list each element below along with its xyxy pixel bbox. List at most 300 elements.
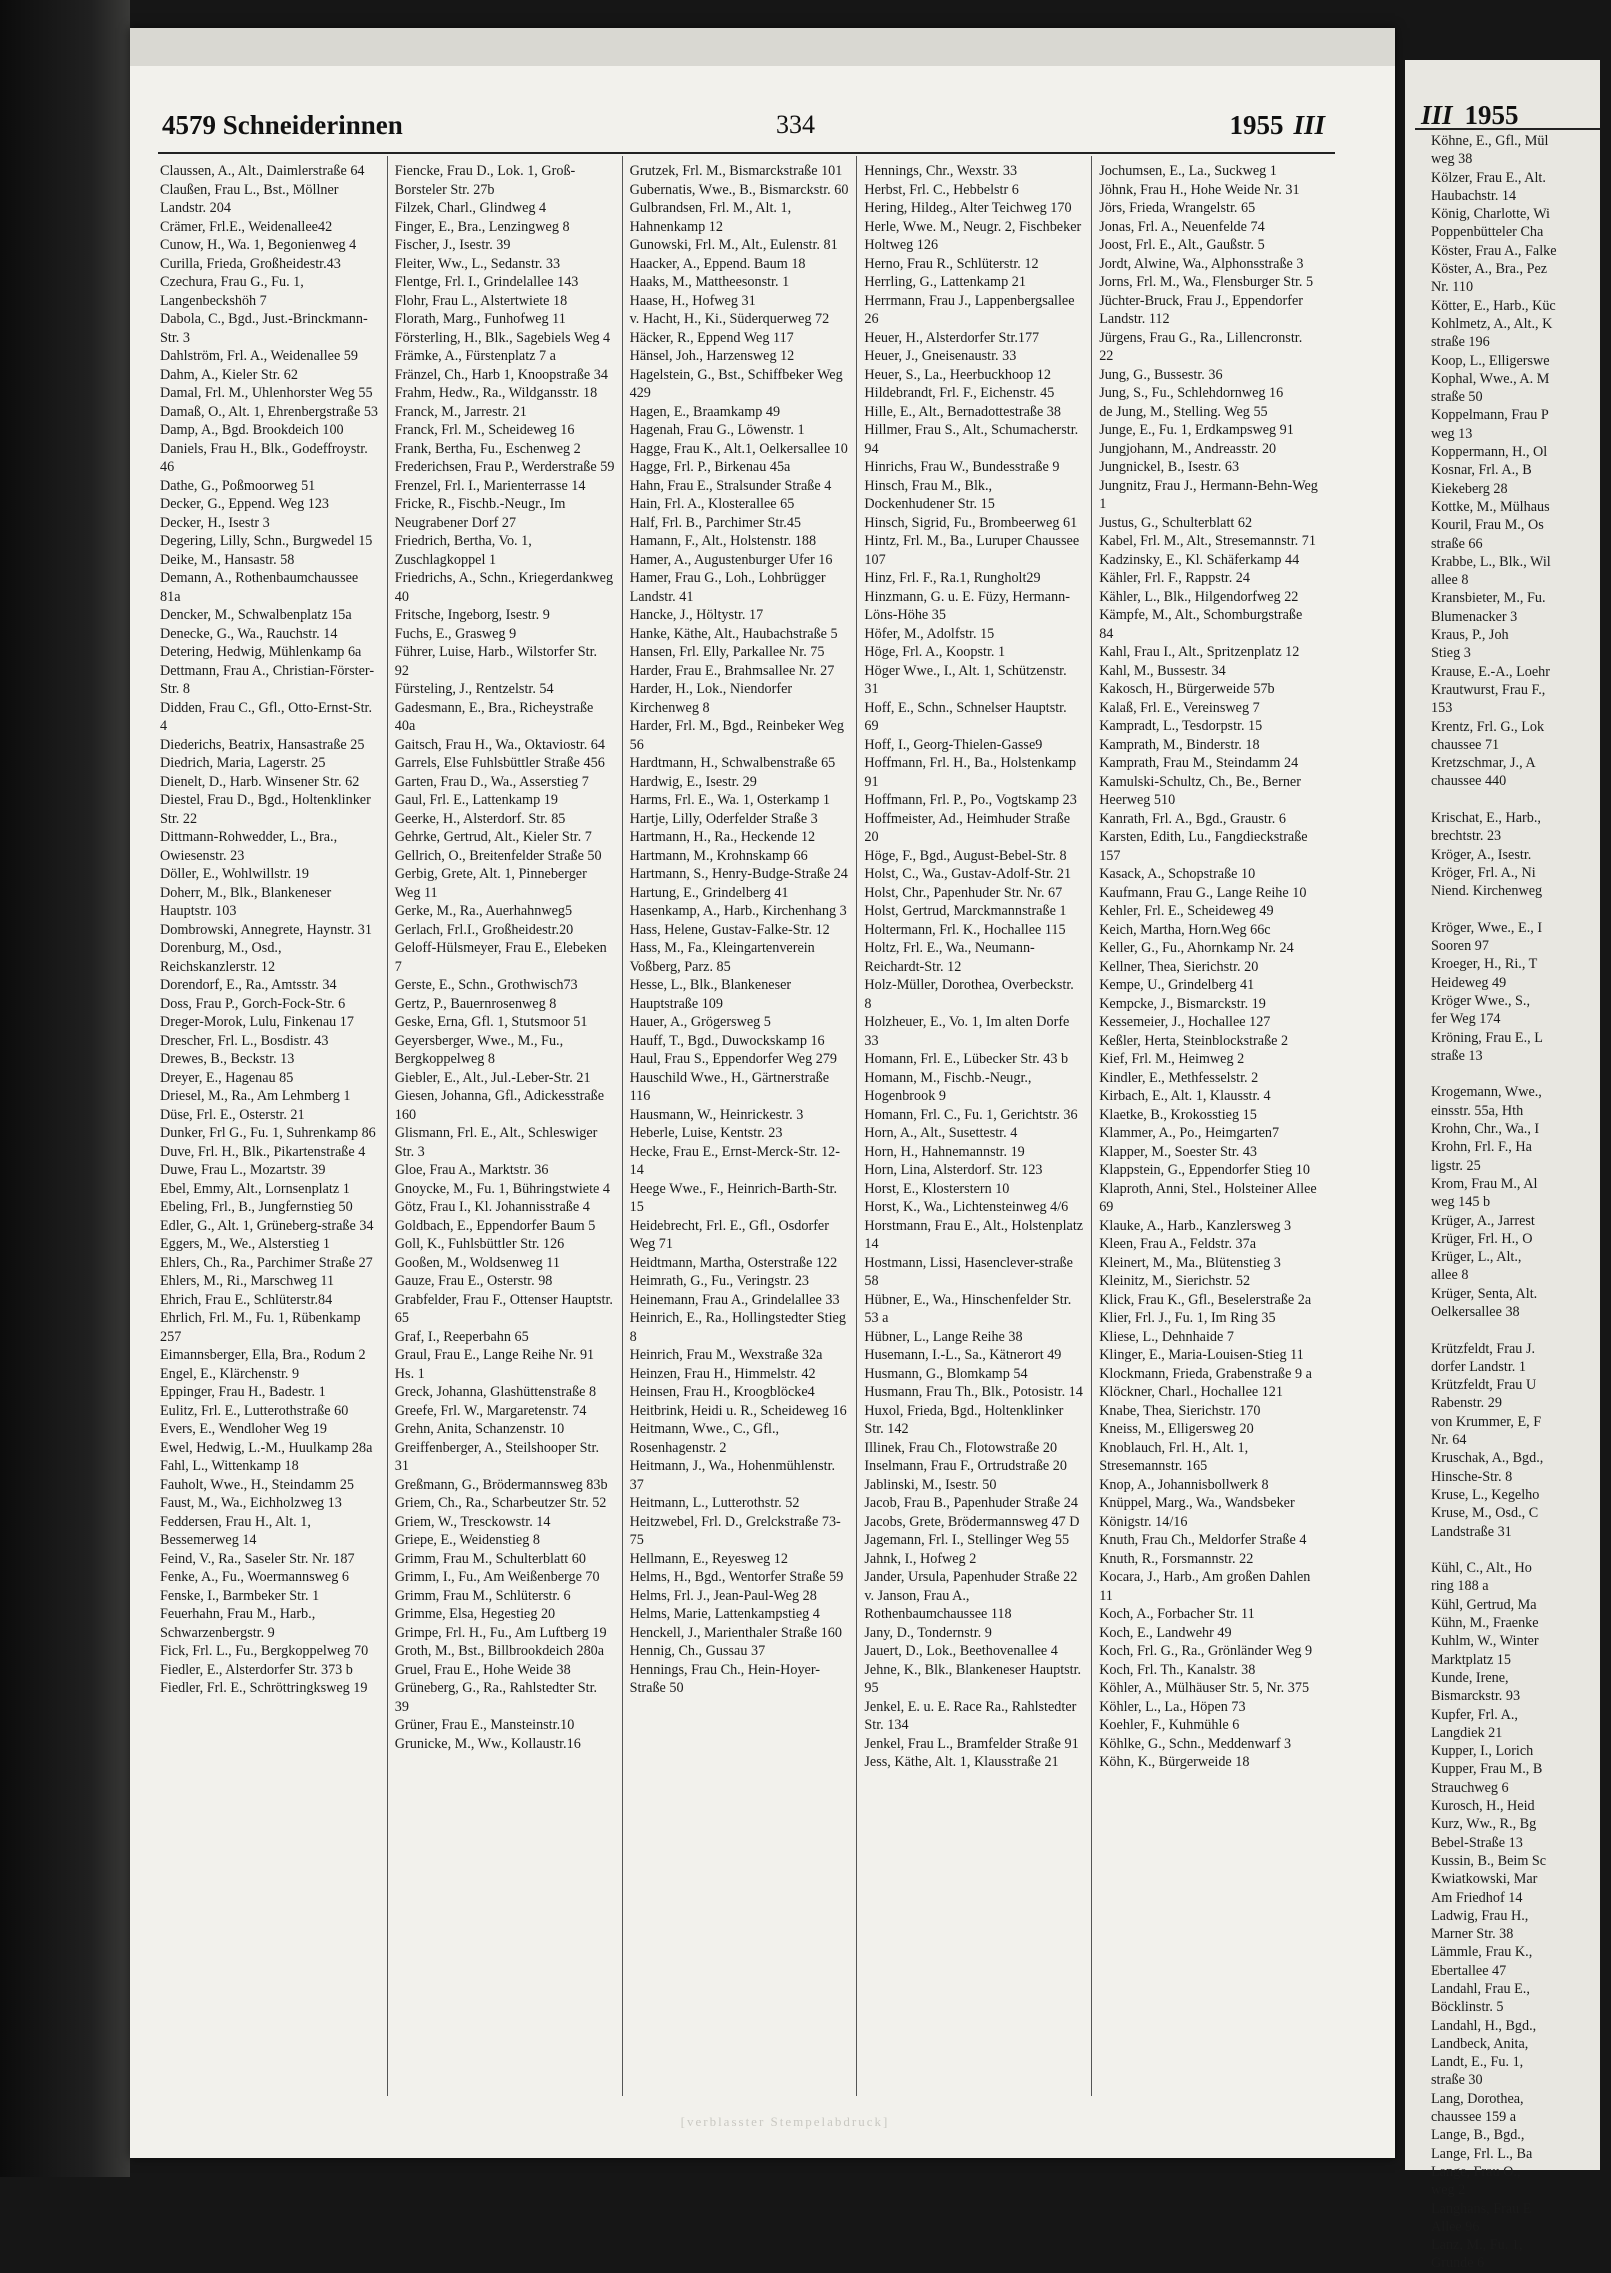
- next-page-line: weg 13: [1431, 425, 1473, 442]
- directory-entry: Heidtmann, Martha, Osterstraße 122: [629, 1254, 838, 1271]
- next-page-line: Am Friedhof 14: [1431, 1889, 1523, 1906]
- directory-entry: Dreyer, E., Hagenau 85: [160, 1069, 294, 1086]
- next-page-line: Koop, L., Elligerswe: [1431, 352, 1550, 369]
- directory-entry: Klapper, M., Soester Str. 43: [1099, 1143, 1258, 1160]
- directory-entry: Edler, G., Alt. 1, Grüneberg-straße 34: [160, 1217, 374, 1234]
- directory-entry: Klinger, E., Maria-Louisen-Stieg 11: [1099, 1347, 1304, 1363]
- directory-entry: Helms, Frl. J., Jean-Paul-Weg 28: [629, 1587, 817, 1604]
- directory-entry: Hartje, Lilly, Oderfelder Straße 3: [629, 810, 818, 827]
- next-page-line: Allee 96: [1431, 2218, 1480, 2235]
- directory-entry: Dienelt, D., Harb. Winsener Str. 62: [160, 773, 360, 790]
- directory-entry: Hintz, Frl. M., Ba., Luruper Chaussee 107: [864, 533, 1080, 568]
- next-page-line: Kosnar, Frl. A., B: [1431, 462, 1532, 479]
- next-page-line: Heideweg 49: [1431, 974, 1507, 991]
- next-page-line: Lang, Dorothea,: [1431, 2090, 1524, 2107]
- next-page-line: Kiekeberg 28: [1431, 480, 1508, 497]
- directory-entry: Jöhnk, Frau H., Hohe Weide Nr. 31: [1099, 181, 1300, 198]
- next-page-line: Landahl, H., Bgd.,: [1431, 2017, 1537, 2034]
- directory-entry: Grüneberg, G., Ra., Rahlstedter Str. 39: [394, 1680, 598, 1715]
- next-page-line: Lanz, M., Fu. 1,: [1431, 2237, 1523, 2254]
- next-page-line: Grunde 6: [1431, 2255, 1485, 2272]
- directory-entry: Fränzel, Ch., Harb 1, Knoopstraße 34: [394, 366, 608, 383]
- directory-entry: Heitzwebel, Frl. D., Grelckstraße 73-75: [629, 1513, 841, 1548]
- directory-entry: Horn, H., Hahnemannstr. 19: [864, 1143, 1025, 1160]
- directory-entry: Flentge, Frl. I., Grindelallee 143: [394, 274, 579, 290]
- next-page-line: Langdiek 21: [1431, 1724, 1503, 1741]
- directory-entry: Helms, Marie, Lattenkampstieg 4: [629, 1606, 820, 1622]
- directory-entry: Harder, Frl. M., Bgd., Reinbeker Weg 56: [629, 718, 844, 753]
- directory-entry: Keich, Martha, Horn.Weg 66c: [1099, 921, 1271, 938]
- directory-entry: Heuer, J., Gneisenaustr. 33: [864, 348, 1017, 364]
- next-page-edge: [1405, 60, 1600, 2272]
- directory-entry: Doss, Frau P., Gorch-Fock-Str. 6: [160, 995, 346, 1012]
- directory-entry: Husmann, Frau Th., Blk., Potosistr. 14: [864, 1384, 1083, 1400]
- directory-entry: Heitmann, J., Wa., Hohenmühlenstr. 37: [629, 1458, 836, 1493]
- directory-entry: Fiedler, Frl. E., Schröttringksweg 19: [160, 1680, 368, 1696]
- directory-entry: Drescher, Frl. L., Bosdistr. 43: [160, 1032, 329, 1049]
- next-page-line: Stieg 3: [1431, 645, 1471, 662]
- directory-entry: Klier, Frl. J., Fu. 1, Im Ring 35: [1099, 1310, 1276, 1326]
- directory-entry: Goll, K., Fuhlsbüttler Str. 126: [394, 1236, 565, 1252]
- directory-entry: Hille, E., Alt., Bernadottestraße 38: [864, 403, 1061, 420]
- directory-entry: Hausmann, W., Heinrickestr. 3: [629, 1106, 804, 1123]
- next-page-line: Kötter, E., Harb., Küc: [1431, 297, 1556, 314]
- next-page-line: [1431, 1065, 1611, 1083]
- next-page-line: fer Weg 174: [1431, 1011, 1501, 1028]
- next-page-line: Kouril, Frau M., Os: [1431, 517, 1544, 534]
- directory-entry: Heitbrink, Heidi u. R., Scheideweg 16: [629, 1402, 847, 1419]
- directory-entry: Hecke, Frau E., Ernst-Merck-Str. 12-14: [629, 1143, 840, 1178]
- directory-entry: Detering, Hedwig, Mühlenkamp 6a: [160, 644, 362, 660]
- directory-entry: Heitmann, Wwe., C., Gfl., Rosenhagenstr. 2: [629, 1421, 780, 1456]
- next-page-line: weg 145 b: [1431, 1194, 1491, 1211]
- directory-entry: Deike, M., Hansastr. 58: [160, 551, 295, 568]
- next-page-line: straße 196: [1431, 334, 1490, 351]
- directory-entry: Heberle, Luise, Kentstr. 23: [629, 1125, 783, 1141]
- directory-entry: Dunker, Frl G., Fu. 1, Suhrenkamp 86: [160, 1125, 376, 1141]
- next-page-line: Marktplatz 15: [1431, 1651, 1511, 1668]
- directory-entry: Hardtmann, H., Schwalbenstraße 65: [629, 755, 836, 771]
- directory-entry: Feind, V., Ra., Saseler Str. Nr. 187: [160, 1550, 355, 1567]
- next-page-header: [1421, 100, 1519, 131]
- directory-entry: Eggers, M., We., Alsterstieg 1: [160, 1236, 331, 1252]
- directory-entry: Kneiss, M., Elligersweg 20: [1099, 1421, 1254, 1437]
- directory-entry: Ehrlich, Frl. M., Fu. 1, Rübenkamp 257: [160, 1310, 361, 1345]
- directory-entry: Feuerhahn, Frau M., Harb., Schwarzenbergstr. 9: [160, 1606, 316, 1641]
- next-page-line: Kottke, M., Mülhaus: [1431, 498, 1550, 515]
- next-page-line: Kupper, Frau M., B: [1431, 1761, 1543, 1778]
- directory-entry: Jürgens, Frau G., Ra., Lillencronstr. 22: [1099, 329, 1303, 364]
- next-page-line: Bismarckstr. 93: [1431, 1688, 1521, 1705]
- directory-entry: Eppinger, Frau H., Badestr. 1: [160, 1384, 326, 1400]
- directory-entry: Grabfelder, Frau F., Ottenser Hauptstr. 65: [394, 1291, 613, 1326]
- directory-entry: Geerke, H., Alsterdorf. Str. 85: [394, 810, 566, 827]
- next-page-line: Niend. Kirchenweg: [1431, 883, 1543, 900]
- directory-entry: Griem, W., Tresckowstr. 14: [394, 1513, 551, 1530]
- next-page-line: Haubachstr. 14: [1431, 187, 1517, 204]
- directory-entry: Hübner, L., Lange Reihe 38: [864, 1328, 1023, 1345]
- directory-entry: Herno, Frau R., Schlüterstr. 12: [864, 255, 1039, 272]
- directory-entry: Köhn, K., Bürgerweide 18: [1099, 1754, 1250, 1770]
- next-page-line: Marner Str. 38: [1431, 1926, 1514, 1943]
- directory-entry: Husmann, G., Blomkamp 54: [864, 1365, 1028, 1382]
- directory-entry: Damaß, O., Alt. 1, Ehrenbergstraße 53: [160, 403, 379, 420]
- directory-entry: Curilla, Frieda, Großheidestr.43: [160, 255, 341, 272]
- directory-entry: Kleinert, M., Ma., Blütenstieg 3: [1099, 1254, 1281, 1271]
- directory-entry: Jordt, Alwine, Wa., Alphonsstraße 3: [1099, 255, 1304, 272]
- next-page-line: Kröger Wwe., S.,: [1431, 992, 1531, 1009]
- directory-entry: Holtermann, Frl. K., Hochallee 115: [864, 921, 1066, 938]
- directory-entry: Flohr, Frau L., Alstertwiete 18: [394, 292, 568, 309]
- next-page-line: Krautwurst, Frau F.,: [1431, 681, 1546, 698]
- directory-page: [130, 28, 1395, 2158]
- directory-entry: Homann, Frl. E., Lübecker Str. 43 b: [864, 1051, 1069, 1067]
- directory-entry: Geloff-Hülsmeyer, Frau E., Elebeken 7: [394, 940, 607, 975]
- next-page-line: Krüger, Senta, Alt.: [1431, 1285, 1538, 1302]
- directory-entry: Gubernatis, Wwe., B., Bismarckstr. 60: [629, 181, 849, 198]
- directory-entry: Kamprath, M., Binderstr. 18: [1099, 736, 1260, 753]
- next-page-line: Kussin, B., Beim Sc: [1431, 1852, 1547, 1869]
- directory-entry: Diestel, Frau D., Bgd., Holtenklinker Str. 22: [160, 792, 371, 827]
- directory-entry: Jess, Käthe, Alt. 1, Klausstraße 21: [864, 1754, 1059, 1770]
- directory-entry: Herle, Wwe. M., Neugr. 2, Fischbeker Holtweg 126: [864, 218, 1082, 253]
- directory-entry: Damal, Frl. M., Uhlenhorster Weg 55: [160, 385, 373, 401]
- next-page-line: Krützfeldt, Frau J.: [1431, 1340, 1536, 1357]
- page-header: [130, 110, 1395, 150]
- directory-entry: Didden, Frau C., Gfl., Otto-Ernst-Str. 4: [160, 699, 373, 734]
- directory-entry: Hauff, T., Bgd., Duwockskamp 16: [629, 1032, 825, 1049]
- directory-entry: Husemann, I.-L., Sa., Kätnerort 49: [864, 1347, 1062, 1363]
- directory-entry: Jungnickel, B., Isestr. 63: [1099, 459, 1240, 475]
- next-page-line: Kransbieter, M., Fu.: [1431, 590, 1546, 607]
- directory-entry: Kleen, Frau A., Feldstr. 37a: [1099, 1236, 1257, 1252]
- next-page-line: Ebertallee 47: [1431, 1962, 1507, 1979]
- directory-entry: Inselmann, Frau F., Ortrudstraße 20: [864, 1458, 1067, 1474]
- directory-entry: Klaetke, B., Krokosstieg 15: [1099, 1106, 1257, 1123]
- directory-entry: Keller, G., Fu., Ahornkamp Nr. 24: [1099, 940, 1294, 956]
- next-page-line: Strauchweg 6: [1431, 1779, 1509, 1796]
- directory-entry: Eimannsberger, Ella, Bra., Rodum 2: [160, 1347, 366, 1363]
- directory-entry: Heuer, S., La., Heerbuckhoop 12: [864, 366, 1051, 383]
- directory-entry: Junge, E., Fu. 1, Erdkampsweg 91: [1099, 422, 1294, 438]
- directory-entry: Driesel, M., Ra., Am Lehmberg 1: [160, 1088, 351, 1104]
- next-page-line: Krützfeldt, Frau U: [1431, 1377, 1537, 1394]
- next-page-line: 153: [1431, 700, 1453, 717]
- directory-entry: Heidebrecht, Frl. E., Gfl., Osdorfer Weg 71: [629, 1217, 829, 1252]
- directory-entry: Jung, S., Fu., Schlehdornweg 16: [1099, 385, 1284, 401]
- directory-entry: Hanke, Käthe, Alt., Haubachstraße 5: [629, 625, 838, 642]
- directory-entry: Jacobs, Grete, Brödermannsweg 47 D: [864, 1513, 1080, 1530]
- next-page-line: Krischat, E., Harb.,: [1431, 809, 1541, 826]
- directory-entry: Hostmann, Lissi, Hasenclever-straße 58: [864, 1254, 1073, 1289]
- next-page-line: Kölzer, Frau E., Alt.: [1431, 169, 1546, 186]
- listing-column-5: [1091, 156, 1326, 2096]
- next-page-line: brechtstr. 23: [1431, 828, 1502, 845]
- next-page-line: Kröning, Frau E., L: [1431, 1029, 1543, 1046]
- directory-entry: Graul, Frau E., Lange Reihe Nr. 91 Hs. 1: [394, 1347, 595, 1382]
- directory-entry: Häcker, R., Eppend Weg 117: [629, 329, 794, 346]
- directory-entry: Horst, K., Wa., Lichtensteinweg 4/6: [864, 1199, 1069, 1215]
- directory-entry: Karsten, Edith, Lu., Fangdieckstraße 157: [1099, 829, 1308, 864]
- directory-entry: Fenske, I., Barmbeker Str. 1: [160, 1587, 320, 1604]
- next-page-line: Krüger, L., Alt.,: [1431, 1249, 1522, 1266]
- directory-entry: Keßler, Herta, Steinblockstraße 2: [1099, 1032, 1289, 1049]
- directory-entry: Crämer, Frl.E., Weidenallee42: [160, 218, 333, 235]
- directory-entry: Grehn, Anita, Schanzenstr. 10: [394, 1421, 565, 1437]
- directory-entry: Kampradt, L., Tesdorpstr. 15: [1099, 718, 1263, 734]
- directory-entry: Dreger-Morok, Lulu, Finkenau 17: [160, 1014, 354, 1030]
- directory-entry: Kamprath, Frau M., Steindamm 24: [1099, 755, 1299, 771]
- directory-entry: Haacker, A., Eppend. Baum 18: [629, 255, 806, 272]
- next-page-line: Landstraße 31: [1431, 1523, 1512, 1540]
- directory-entry: Hain, Frl. A., Klosterallee 65: [629, 496, 795, 512]
- directory-entry: Franck, M., Jarrestr. 21: [394, 403, 527, 420]
- directory-entry: Klappstein, G., Eppendorfer Stieg 10: [1099, 1162, 1310, 1178]
- next-page-line: Koppermann, H., Ol: [1431, 444, 1548, 461]
- directory-entry: Holz-Müller, Dorothea, Overbeckstr. 8: [864, 977, 1074, 1012]
- directory-entry: Kalaß, Frl. E., Vereinsweg 7: [1099, 699, 1260, 716]
- directory-entry: Främke, A., Fürstenplatz 7 a: [394, 348, 556, 364]
- directory-entry: Dettmann, Frau A., Christian-Förster-Str. 8: [160, 662, 375, 697]
- directory-entry: Gellrich, O., Breitenfelder Straße 50: [394, 847, 602, 864]
- directory-entry: v. Janson, Frau A., Rothenbaumchaussee 118: [864, 1587, 1012, 1622]
- directory-entry: Hinsch, Frau M., Blk., Dockenhudener Str. 15: [864, 477, 995, 512]
- directory-entry: Gooßen, M., Woldsenweg 11: [394, 1254, 560, 1271]
- directory-entry: Homann, Frl. C., Fu. 1, Gerichtstr. 36: [864, 1106, 1078, 1123]
- directory-entry: Koch, Frl. Th., Kanalstr. 38: [1099, 1661, 1256, 1678]
- directory-entry: Dombrowski, Annegrete, Haynstr. 31: [160, 921, 372, 938]
- next-page-line: Kühl, C., Alt., Ho: [1431, 1560, 1532, 1577]
- directory-entry: Götz, Frau I., Kl. Johannisstraße 4: [394, 1199, 590, 1215]
- directory-entry: Knop, A., Johannisbollwerk 8: [1099, 1476, 1269, 1493]
- directory-entry: Hinrichs, Frau W., Bundesstraße 9: [864, 459, 1060, 475]
- next-page-line: Landahl, Frau E.,: [1431, 1980, 1530, 1997]
- directory-entry: Greck, Johanna, Glashüttenstraße 8: [394, 1384, 597, 1400]
- next-page-line: Kophal, Wwe., A. M: [1431, 370, 1550, 387]
- directory-entry: Frederichsen, Frau P., Werderstraße 59: [394, 459, 615, 475]
- directory-entry: Hartmann, H., Ra., Heckende 12: [629, 829, 816, 845]
- directory-entry: Illinek, Frau Ch., Flotowstraße 20: [864, 1439, 1058, 1456]
- directory-entry: Kleinitz, M., Sierichstr. 52: [1099, 1273, 1251, 1289]
- directory-entry: Haul, Frau S., Eppendorfer Weg 279: [629, 1051, 838, 1067]
- directory-entry: Jörs, Frieda, Wrangelstr. 65: [1099, 200, 1256, 216]
- directory-entry: Grimpe, Frl. H., Fu., Am Luftberg 19: [394, 1624, 607, 1641]
- directory-entry: Gulbrandsen, Frl. M., Alt. 1, Hahnenkamp 12: [629, 200, 792, 235]
- directory-entry: Jungjohann, M., Andreasstr. 20: [1099, 440, 1277, 457]
- directory-entry: Klöckner, Charl., Hochallee 121: [1099, 1384, 1283, 1400]
- directory-entry: Gerste, E., Schn., Grothwisch73: [394, 977, 578, 993]
- directory-entry: Kempcke, J., Bismarckstr. 19: [1099, 995, 1266, 1012]
- next-page-line: Kraus, P., Joh: [1431, 627, 1509, 644]
- directory-entry: Gerbig, Grete, Alt. 1, Pinneberger Weg 11: [394, 866, 587, 901]
- directory-entry: Feddersen, Frau H., Alt. 1, Bessemerweg 14: [160, 1513, 311, 1548]
- directory-entry: Horstmann, Frau E., Alt., Holstenplatz 14: [864, 1217, 1084, 1252]
- page-number: 334: [776, 110, 815, 139]
- directory-entry: Harder, Frau E., Brahmsallee Nr. 27: [629, 662, 835, 679]
- directory-entry: Gaitsch, Frau H., Wa., Oktaviostr. 64: [394, 736, 605, 753]
- directory-entry: Heuer, H., Alsterdorfer Str.177: [864, 329, 1040, 346]
- header-rule: [158, 152, 1335, 154]
- directory-entry: Ebeling, Frl., B., Jungfernstieg 50: [160, 1199, 353, 1215]
- directory-entry: Knabe, Thea, Sierichstr. 170: [1099, 1402, 1261, 1419]
- next-page-line: Hinsche-Str. 8: [1431, 1468, 1513, 1485]
- directory-entry: Hering, Hildeg., Alter Teichweg 170: [864, 200, 1072, 216]
- next-page-line: von Krummer, E, F: [1431, 1413, 1542, 1430]
- directory-entry: Jablinski, M., Isestr. 50: [864, 1476, 997, 1493]
- next-page-line: ligstr. 25: [1431, 1157, 1481, 1174]
- directory-entry: Hagge, Frau K., Alt.1, Oelkersallee 10: [629, 440, 848, 457]
- next-page-line: Kohlmetz, A., Alt., K: [1431, 315, 1553, 332]
- directory-entry: Haase, H., Hofweg 31: [629, 292, 756, 309]
- directory-entry: Döller, E., Wohlwillstr. 19: [160, 866, 309, 882]
- directory-entry: Henckell, J., Marienthaler Straße 160: [629, 1624, 842, 1641]
- directory-entry: Griem, Ch., Ra., Scharbeutzer Str. 52: [394, 1495, 607, 1511]
- directory-entry: Greßmann, G., Brödermannsweg 83b: [394, 1476, 608, 1493]
- directory-entry: Klaproth, Anni, Stel., Holsteiner Allee 69: [1099, 1180, 1317, 1215]
- directory-entry: Hansen, Frl. Elly, Parkallee Nr. 75: [629, 644, 825, 660]
- directory-entry: Hillmer, Frau S., Alt., Schumacherstr. 94: [864, 422, 1079, 457]
- next-page-line: Koppelmann, Frau P: [1431, 407, 1549, 424]
- directory-entry: Frahm, Hedw., Ra., Wildgansstr. 18: [394, 385, 598, 401]
- next-page-line: Kroeger, H., Ri., T: [1431, 956, 1538, 973]
- directory-entry: Hennig, Ch., Gussau 37: [629, 1643, 766, 1659]
- directory-entry: Hinz, Frl. F., Ra.1, Rungholt29: [864, 570, 1041, 586]
- next-page-line: Köhne, E., Gfl., Mül: [1431, 133, 1549, 149]
- directory-entry: Herrling, G., Lattenkamp 21: [864, 274, 1026, 290]
- directory-entry: Kellner, Thea, Sierichstr. 20: [1099, 958, 1259, 975]
- next-page-line: [1431, 791, 1611, 809]
- directory-entry: Haaks, M., Mattheesonstr. 1: [629, 274, 790, 290]
- next-page-line: Landt, E., Fu. 1,: [1431, 2054, 1524, 2071]
- directory-entry: Jacob, Frau B., Papenhuder Straße 24: [864, 1495, 1078, 1511]
- directory-entry: Jagemann, Frl. I., Stellinger Weg 55: [864, 1532, 1070, 1548]
- directory-entry: Geyersberger, Wwe., M., Fu., Bergkoppelweg 8: [394, 1032, 564, 1067]
- directory-entry: Hauer, A., Grögersweg 5: [629, 1014, 771, 1030]
- directory-entry: Klauke, A., Harb., Kanzlersweg 3: [1099, 1217, 1292, 1234]
- next-page-line: Blumenacker 3: [1431, 608, 1518, 625]
- directory-entry: Grimme, Elsa, Hegestieg 20: [394, 1606, 556, 1622]
- directory-entry: Ehlers, Ch., Ra., Parchimer Straße 27: [160, 1254, 373, 1271]
- directory-entry: Glismann, Frl. E., Alt., Schleswiger Str. 3: [394, 1125, 598, 1160]
- directory-entry: Hamer, A., Augustenburger Ufer 16: [629, 551, 833, 568]
- directory-entry: Höger Wwe., I., Alt. 1, Schützenstr. 31: [864, 662, 1067, 697]
- next-page-line: Kruse, L., Kegelho: [1431, 1486, 1540, 1503]
- directory-entry: Heinzen, Frau H., Himmelstr. 42: [629, 1365, 816, 1382]
- directory-entry: Hänsel, Joh., Harzensweg 12: [629, 348, 795, 364]
- directory-entry: Dahlström, Frl. A., Weidenallee 59: [160, 348, 358, 364]
- directory-entry: Kahl, Frau I., Alt., Spritzenplatz 12: [1099, 644, 1300, 660]
- directory-entry: de Jung, M., Stelling. Weg 55: [1099, 403, 1268, 420]
- directory-entry: Goldbach, E., Eppendorfer Baum 5: [394, 1217, 596, 1234]
- directory-entry: Klockmann, Frieda, Grabenstraße 9 a: [1099, 1365, 1312, 1382]
- directory-entry: Claussen, A., Alt., Daimlerstraße 64: [160, 163, 365, 179]
- directory-entry: Holst, Gertrud, Marckmannstraße 1: [864, 903, 1067, 919]
- next-page-line: Kröger, Frl. A., Ni: [1431, 864, 1536, 881]
- directory-entry: Grimm, Frau M., Schulterblatt 60: [394, 1550, 586, 1567]
- next-page-line: straße 30: [1431, 2072, 1483, 2089]
- page-part: III: [1293, 110, 1325, 140]
- directory-entry: Holtz, Frl. E., Wa., Neumann-Reichardt-Str. 12: [864, 940, 1035, 975]
- directory-entry: Hinzmann, G. u. E. Füzy, Hermann-Löns-Höhe 35: [864, 588, 1070, 623]
- directory-entry: Grimm, Frau M., Schlüterstr. 6: [394, 1587, 571, 1604]
- directory-entry: Greiffenberger, A., Steilshooper Str. 31: [394, 1439, 599, 1474]
- directory-entry: Fiedler, E., Alsterdorfer Str. 373 b: [160, 1661, 353, 1678]
- directory-entry: Evers, E., Wendloher Weg 19: [160, 1421, 328, 1437]
- directory-entry: Ehrich, Frau E., Schlüterstr.84: [160, 1291, 333, 1308]
- directory-entry: Heinrich, E., Ra., Hollingstedter Stieg 8: [629, 1310, 846, 1345]
- directory-entry: Köhler, A., Mülhäuser Str. 5, Nr. 375: [1099, 1680, 1310, 1696]
- next-page-line: Krentz, Frl. G., Lok: [1431, 718, 1545, 735]
- next-page-line: Kwiatkowski, Mar: [1431, 1871, 1538, 1888]
- directory-entry: Herrmann, Frau J., Lappenbergsallee 26: [864, 292, 1075, 327]
- directory-entry: Gaul, Frl. E., Lattenkamp 19: [394, 792, 558, 808]
- directory-entry: Fick, Frl. L., Fu., Bergkoppelweg 70: [160, 1643, 369, 1659]
- next-page-line: [1431, 900, 1611, 918]
- directory-entry: Hauschild Wwe., H., Gärtnerstraße 116: [629, 1069, 830, 1104]
- directory-entry: Geske, Erna, Gfl. 1, Stutsmoor 51: [394, 1014, 588, 1030]
- next-page-line: Krüger, A., Jarrest: [1431, 1212, 1535, 1229]
- directory-entry: Knuth, Frau Ch., Meldorfer Straße 4: [1099, 1532, 1307, 1548]
- next-page-line: Krohn, Chr., Wa., I: [1431, 1121, 1540, 1138]
- directory-entry: Cunow, H., Wa. 1, Begonienweg 4: [160, 237, 357, 253]
- directory-entry: Koch, Frl. G., Ra., Grönländer Weg 9: [1099, 1643, 1313, 1659]
- directory-entry: Jenkel, E. u. E. Race Ra., Rahlstedter Str. 134: [864, 1698, 1077, 1733]
- directory-entry: Czechura, Frau G., Fu. 1, Langenbeckshöh 7: [160, 274, 304, 309]
- directory-entry: Half, Frl. B., Parchimer Str.45: [629, 514, 802, 531]
- directory-entry: Gunowski, Frl. M., Alt., Eulenstr. 81: [629, 237, 838, 253]
- listing-columns: [158, 156, 1326, 2096]
- directory-entry: Gauze, Frau E., Osterstr. 98: [394, 1273, 553, 1289]
- directory-entry: Höge, Frl. A., Koopstr. 1: [864, 644, 1006, 660]
- directory-entry: Jahnk, I., Hofweg 2: [864, 1550, 977, 1567]
- directory-entry: Kaufmann, Frau G., Lange Reihe 10: [1099, 884, 1307, 901]
- directory-entry: Kindler, E., Methfesselstr. 2: [1099, 1069, 1259, 1086]
- directory-entry: Jehne, K., Blk., Blankeneser Hauptstr. 95: [864, 1661, 1082, 1696]
- directory-entry: Heimrath, G., Fu., Veringstr. 23: [629, 1273, 810, 1289]
- directory-entry: Fiencke, Frau D., Lok. 1, Groß-Borsteler Str. 27b: [394, 163, 576, 198]
- directory-entry: Hardwig, E., Isestr. 29: [629, 773, 757, 790]
- next-page-line: [1431, 1321, 1611, 1339]
- directory-entry: Dencker, M., Schwalbenplatz 15a: [160, 607, 352, 623]
- directory-entry: Daniels, Frau H., Blk., Godeffroystr. 46: [160, 440, 368, 475]
- directory-entry: Heitmann, L., Lutterothstr. 52: [629, 1495, 800, 1511]
- directory-entry: v. Hacht, H., Ki., Süderquerweg 72: [629, 311, 830, 327]
- next-page-line: Poppenbütteler Cha: [1431, 224, 1544, 241]
- directory-entry: Hass, Helene, Gustav-Falke-Str. 12: [629, 921, 830, 938]
- directory-entry: Ewel, Hedwig, L.-M., Huulkamp 28a: [160, 1439, 373, 1456]
- directory-entry: Knüppel, Marg., Wa., Wandsbeker Königstr. 14/16: [1099, 1495, 1295, 1530]
- directory-entry: Florath, Marg., Funhofweg 11: [394, 311, 566, 327]
- next-page-line: Krüger, Frl. H., O: [1431, 1230, 1533, 1247]
- directory-entry: Fischer, J., Isestr. 39: [394, 237, 511, 253]
- directory-entry: Holst, C., Wa., Gustav-Adolf-Str. 21: [864, 866, 1072, 882]
- directory-entry: Koch, A., Forbacher Str. 11: [1099, 1606, 1255, 1622]
- directory-entry: Frenzel, Frl. I., Marienterrasse 14: [394, 477, 586, 494]
- page-top-strip: [130, 28, 1395, 66]
- directory-entry: Kirbach, E., Alt. 1, Klausstr. 4: [1099, 1088, 1271, 1104]
- directory-entry: Helms, H., Bgd., Wentorfer Straße 59: [629, 1569, 844, 1585]
- next-page-line: Kühl, Gertrud, Ma: [1431, 1596, 1537, 1613]
- directory-entry: Hartmann, M., Krohnskamp 66: [629, 847, 808, 864]
- book-spine: [0, 0, 130, 2177]
- directory-entry: Fleiter, Ww., L., Sedanstr. 33: [394, 255, 561, 272]
- directory-entry: Justus, G., Schulterblatt 62: [1099, 514, 1253, 531]
- directory-entry: Hagen, E., Braamkamp 49: [629, 403, 781, 420]
- directory-entry: Decker, H., Isestr 3: [160, 514, 270, 531]
- next-page-line: Oelkersallee 38: [1431, 1304, 1520, 1320]
- directory-entry: Jüchter-Bruck, Frau J., Eppendorfer Landstr. 112: [1099, 292, 1303, 327]
- directory-entry: Klammer, A., Po., Heimgarten7: [1099, 1125, 1280, 1141]
